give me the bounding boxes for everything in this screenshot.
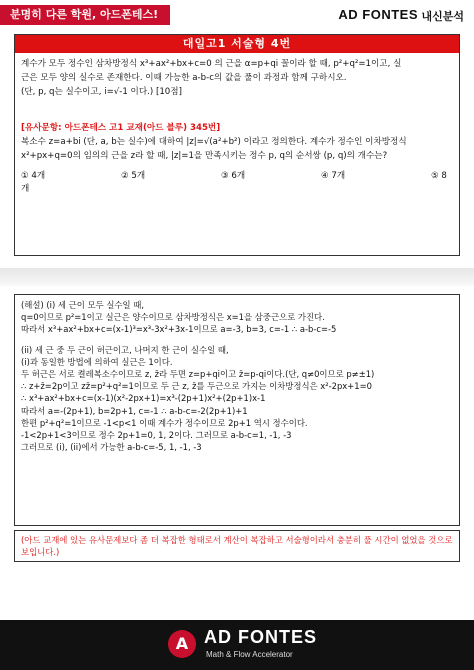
choice-5[interactable]: ⑤ 8 <box>431 171 447 181</box>
solution-box <box>14 294 460 526</box>
problem-box <box>14 34 460 256</box>
footer-tagline: Math & Flow Accelerator <box>206 650 293 659</box>
solution-line: 그러므로 (i), (ii)에서 가능한 a-b-c=-5, 1, -1, -3 <box>21 442 202 453</box>
solution-line: q=0이므로 p²=1이고 실근은 양수이므로 삼차방정식은 x=1을 삼중근으로 가진다. <box>21 312 325 323</box>
choice-4[interactable]: ④ 7개 <box>321 171 346 181</box>
solution-line: (해설) (i) 세 근이 모두 실수일 때, <box>21 300 145 310</box>
problem-line: (단, p, q는 실수이고, i=√-1 이다.) [10점] <box>21 87 182 97</box>
solution-spacer <box>21 336 453 344</box>
footer-brand-name: AD FONTES <box>204 627 318 647</box>
note-box: (아드 교재에 있는 유사문제보다 좀 더 복잡한 형태로서 계산이 복잡하고 서술형이라서 충분히 풀 시간이 없었을 것으로 보입니다.) <box>14 530 460 562</box>
problem-body <box>15 53 459 201</box>
similar-line: 복소수 z=a+bi (단, a, b는 실수)에 대하여 |z|=√(a²+b²) 이라고 정의한다. 계수가 정수인 이차방정식 <box>21 137 407 147</box>
section-label: 내신분석 <box>421 10 464 23</box>
solution-line: (ii) 세 근 중 두 근이 허근이고, 나머지 한 근이 실수일 때, <box>21 344 229 355</box>
problem-line: 근은 모두 양의 실수로 존재한다. 이때 가능한 a-b-c의 값을 풀이 과정과 함께 구하시오. <box>21 73 347 83</box>
solution-line: 한편 p²+q²=1이므로 -1<p<1 이때 계수가 정수이므로 2p+1 역시 정수이다. <box>21 417 308 428</box>
choice-1[interactable]: ① 4개 <box>21 171 46 181</box>
solution-line: (i)과 동일한 방법에 의하여 실근은 1이다. <box>21 356 173 367</box>
problem-line: 계수가 모두 정수인 삼차방정식 x³+ax²+bx+c=0 의 근을 α=p+qi 꼴이라 할 때, p²+q²=1이고, 실 <box>21 59 402 69</box>
top-bar <box>0 0 474 30</box>
solution-line: ∴ x³+ax²+bx+c=(x-1)(x²-2px+1)=x³-(2p+1)x²+(2p+1)x-1 <box>21 393 266 404</box>
solution-line: -1<2p+1<3이므로 정수 2p+1=0, 1, 2이다. 그러므로 a-b-c=1, -1, -3 <box>21 430 292 441</box>
brand-logo-icon: A <box>168 630 196 658</box>
solution-body <box>15 295 459 457</box>
solution-line: ∴ z+z̄=2p이고 zz̄=p²+q²=1이므로 두 근 z, z̄를 두근으로 가지는 이차방정식은 x²-2px+1=0 <box>21 381 372 392</box>
choice-3[interactable]: ③ 6개 <box>221 171 246 181</box>
solution-line: 두 허근은 서로 켤레복소수이므로 z, z̄라 두면 z=p+qi이고 z̄=p-qi이다.(단, q≠0이므로 p≠±1) <box>21 369 375 380</box>
similar-line: x²+px+q=0의 임의의 근을 z라 할 때, |z|=1을 만족시키는 정수 p, q의 순서쌍 (p, q)의 개수는? <box>21 151 388 161</box>
similar-problem-label: [유사문항: 아드폰테스 고1 교재(아드 블루) 345번] <box>21 123 221 133</box>
solution-line: 따라서 a=-(2p+1), b=2p+1, c=-1 ∴ a-b-c=-2(2p+1)+1 <box>21 405 248 416</box>
choices <box>21 169 453 197</box>
problem-title: 대일고1 서술형 4번 <box>15 35 459 53</box>
choice-2[interactable]: ② 5개 <box>121 171 146 181</box>
solution-line: 따라서 x³+ax²+bx+c=(x-1)³=x³-3x²+3x-1이므로 a=-3, b=3, c=-1 ∴ a-b-c=-5 <box>21 324 337 335</box>
footer <box>0 620 474 670</box>
choice-5-unit: 개 <box>21 184 30 194</box>
divider-bar <box>0 268 474 286</box>
brand-logo-text: AD FONTES <box>338 7 418 22</box>
slogan: 분명히 다른 학원, 아드폰테스! <box>0 5 170 25</box>
